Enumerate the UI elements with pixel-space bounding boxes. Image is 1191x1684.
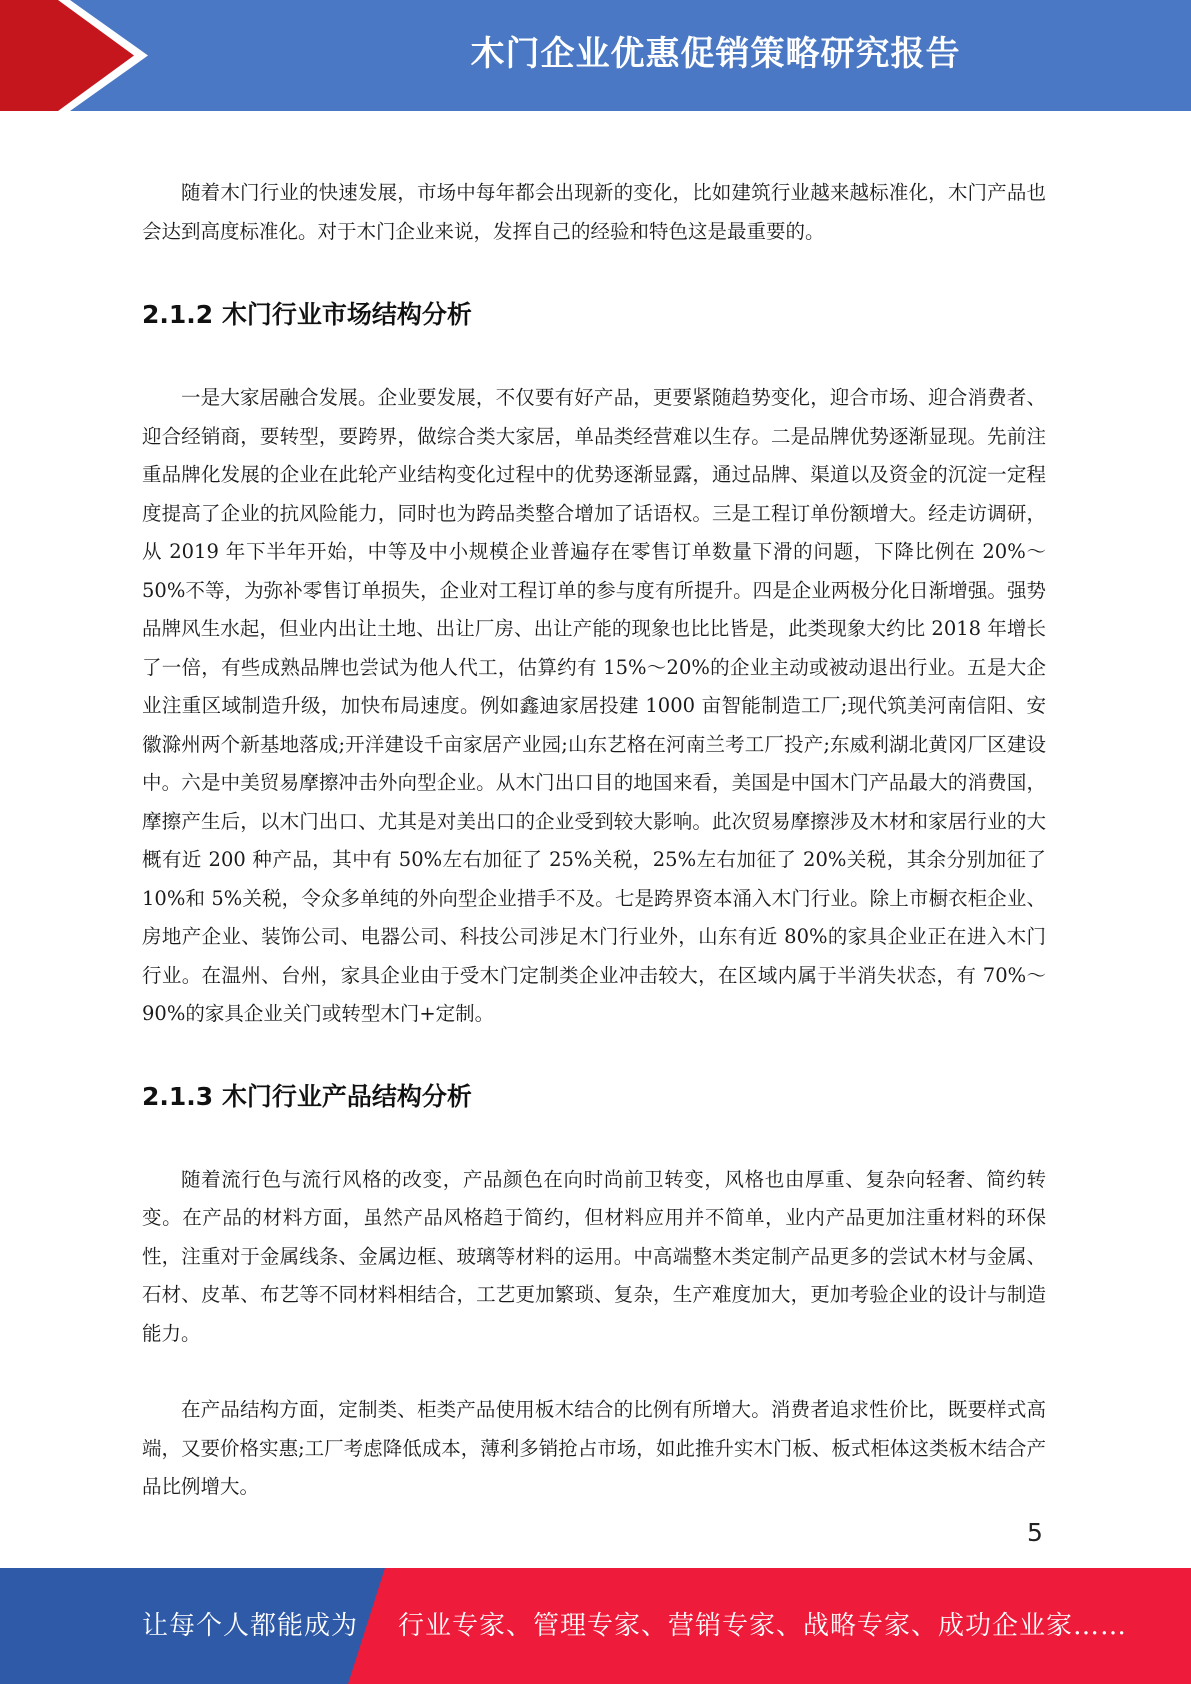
footer-slogan-right: 行业专家、管理专家、营销专家、战略专家、成功企业家…… bbox=[398, 1611, 1128, 1641]
footer-slogan-left: 让每个人都能成为 bbox=[142, 1611, 359, 1641]
section-heading-2-1-2: 2.1.2 木门行业市场结构分析 bbox=[142, 300, 472, 329]
header-arrow-decoration bbox=[0, 0, 160, 111]
header-title: 木门企业优惠促销策略研究报告 bbox=[470, 34, 961, 74]
page-footer bbox=[0, 1568, 1191, 1684]
page-header bbox=[0, 0, 1191, 111]
main-content bbox=[142, 174, 1046, 1507]
section-2-1-3-paragraph-1: 随着流行色与流行风格的改变，产品颜色在向时尚前卫转变，风格也由厚重、复杂向轻奢、简约转变。在产品的材料方面，虽然产品风格趋于简约，但材料应用并不简单，业内产品更加注重材料的环保性，注重对于金属线条、金属边框、玻璃等材料的运用。中高端整木类定制产品更多的尝试木材与金属、石材、皮革、布艺等不同材料相结合，工艺更加繁琐、复杂，生产难度加大，更加考验企业的设计与制造能力。 bbox=[142, 1167, 1046, 1345]
section-heading-2-1-3: 2.1.3 木门行业产品结构分析 bbox=[142, 1081, 472, 1111]
section-2-1-3-paragraph-2: 在产品结构方面，定制类、柜类产品使用板木结合的比例有所增大。消费者追求性价比，既要样式高端，又要价格实惠;工厂考虑降低成本，薄利多销抢占市场，如此推升实木门板、板式柜体这类板木结合产品比例增大。 bbox=[142, 1398, 1046, 1498]
intro-paragraph: 随着木门行业的快速发展，市场中每年都会出现新的变化，比如建筑行业越来越标准化，木门产品也会达到高度标准化。对于木门企业来说，发挥自己的经验和特色这是最重要的。 bbox=[142, 181, 1046, 243]
page-number: 5 bbox=[1027, 1518, 1043, 1547]
section-2-1-2-paragraph: 一是大家居融合发展。企业要发展，不仅要有好产品，更要紧随趋势变化，迎合市场、迎合消费者、迎合经销商，要转型，要跨界，做综合类大家居，单品类经营难以生存。二是品牌优势逐渐显现。先前注重品牌化发展的企业在此轮产业结构变化过程中的优势逐渐显露，通过品牌、渠道以及资金的沉淀一定程度提高了企业的抗风险能力，同时也为跨品类整合增加了话语权。三是工程订单份额增大。经走访调研，从 2019 年下半年开始，中等及中小规模企业普遍存在零售订单数量下滑的问题，下降比例在 20%～50%不等，为弥补零售订单损失，企业对工程订单的参与度有所提升。四是企业两极分化日渐增强。强势品牌风生水起，但业内出让土地、出让厂房、出让产能的现象也比比皆是，此类现象大约比 2018 年增长了一倍，有些成熟品牌也尝试为他人代工，估算约有 15%～20%的企业主动或被动退出行业。五是大企业注重区域制造升级，加快布局速度。例如鑫迪家居投建 1000 亩智能制造工厂;现代筑美河南信阳、安徽滁州两个新基地落成;开洋建设千亩家居产业园;山东艺格在河南兰考工厂投产;东威利湖北黄冈厂区建设中。六是中美贸易摩擦冲击外向型企业。从木门出口目的地国来看，美国是中国木门产品最大的消费国，摩擦产生后，以木门出口、尤其是对美出口的企业受到较大影响。此次贸易摩擦涉及木材和家居行业的大概有近 200 种产品，其中有 50%左右加征了 25%关税，25%左右加征了 20%关税，其余分别加征了 10%和 5%关税，令众多单纯的外向型企业措手不及。七是跨界资本涌入木门行业。除上市橱衣柜企业、房地产企业、装饰公司、电器公司、科技公司涉足木门行业外，山东有近 80%的家具企业正在进入木门行业。在温州、台州，家具企业由于受木门定制类企业冲击较大，在区域内属于半消失状态，有 70%～90%的家具企业关门或转型木门+定制。 bbox=[142, 386, 1046, 1025]
